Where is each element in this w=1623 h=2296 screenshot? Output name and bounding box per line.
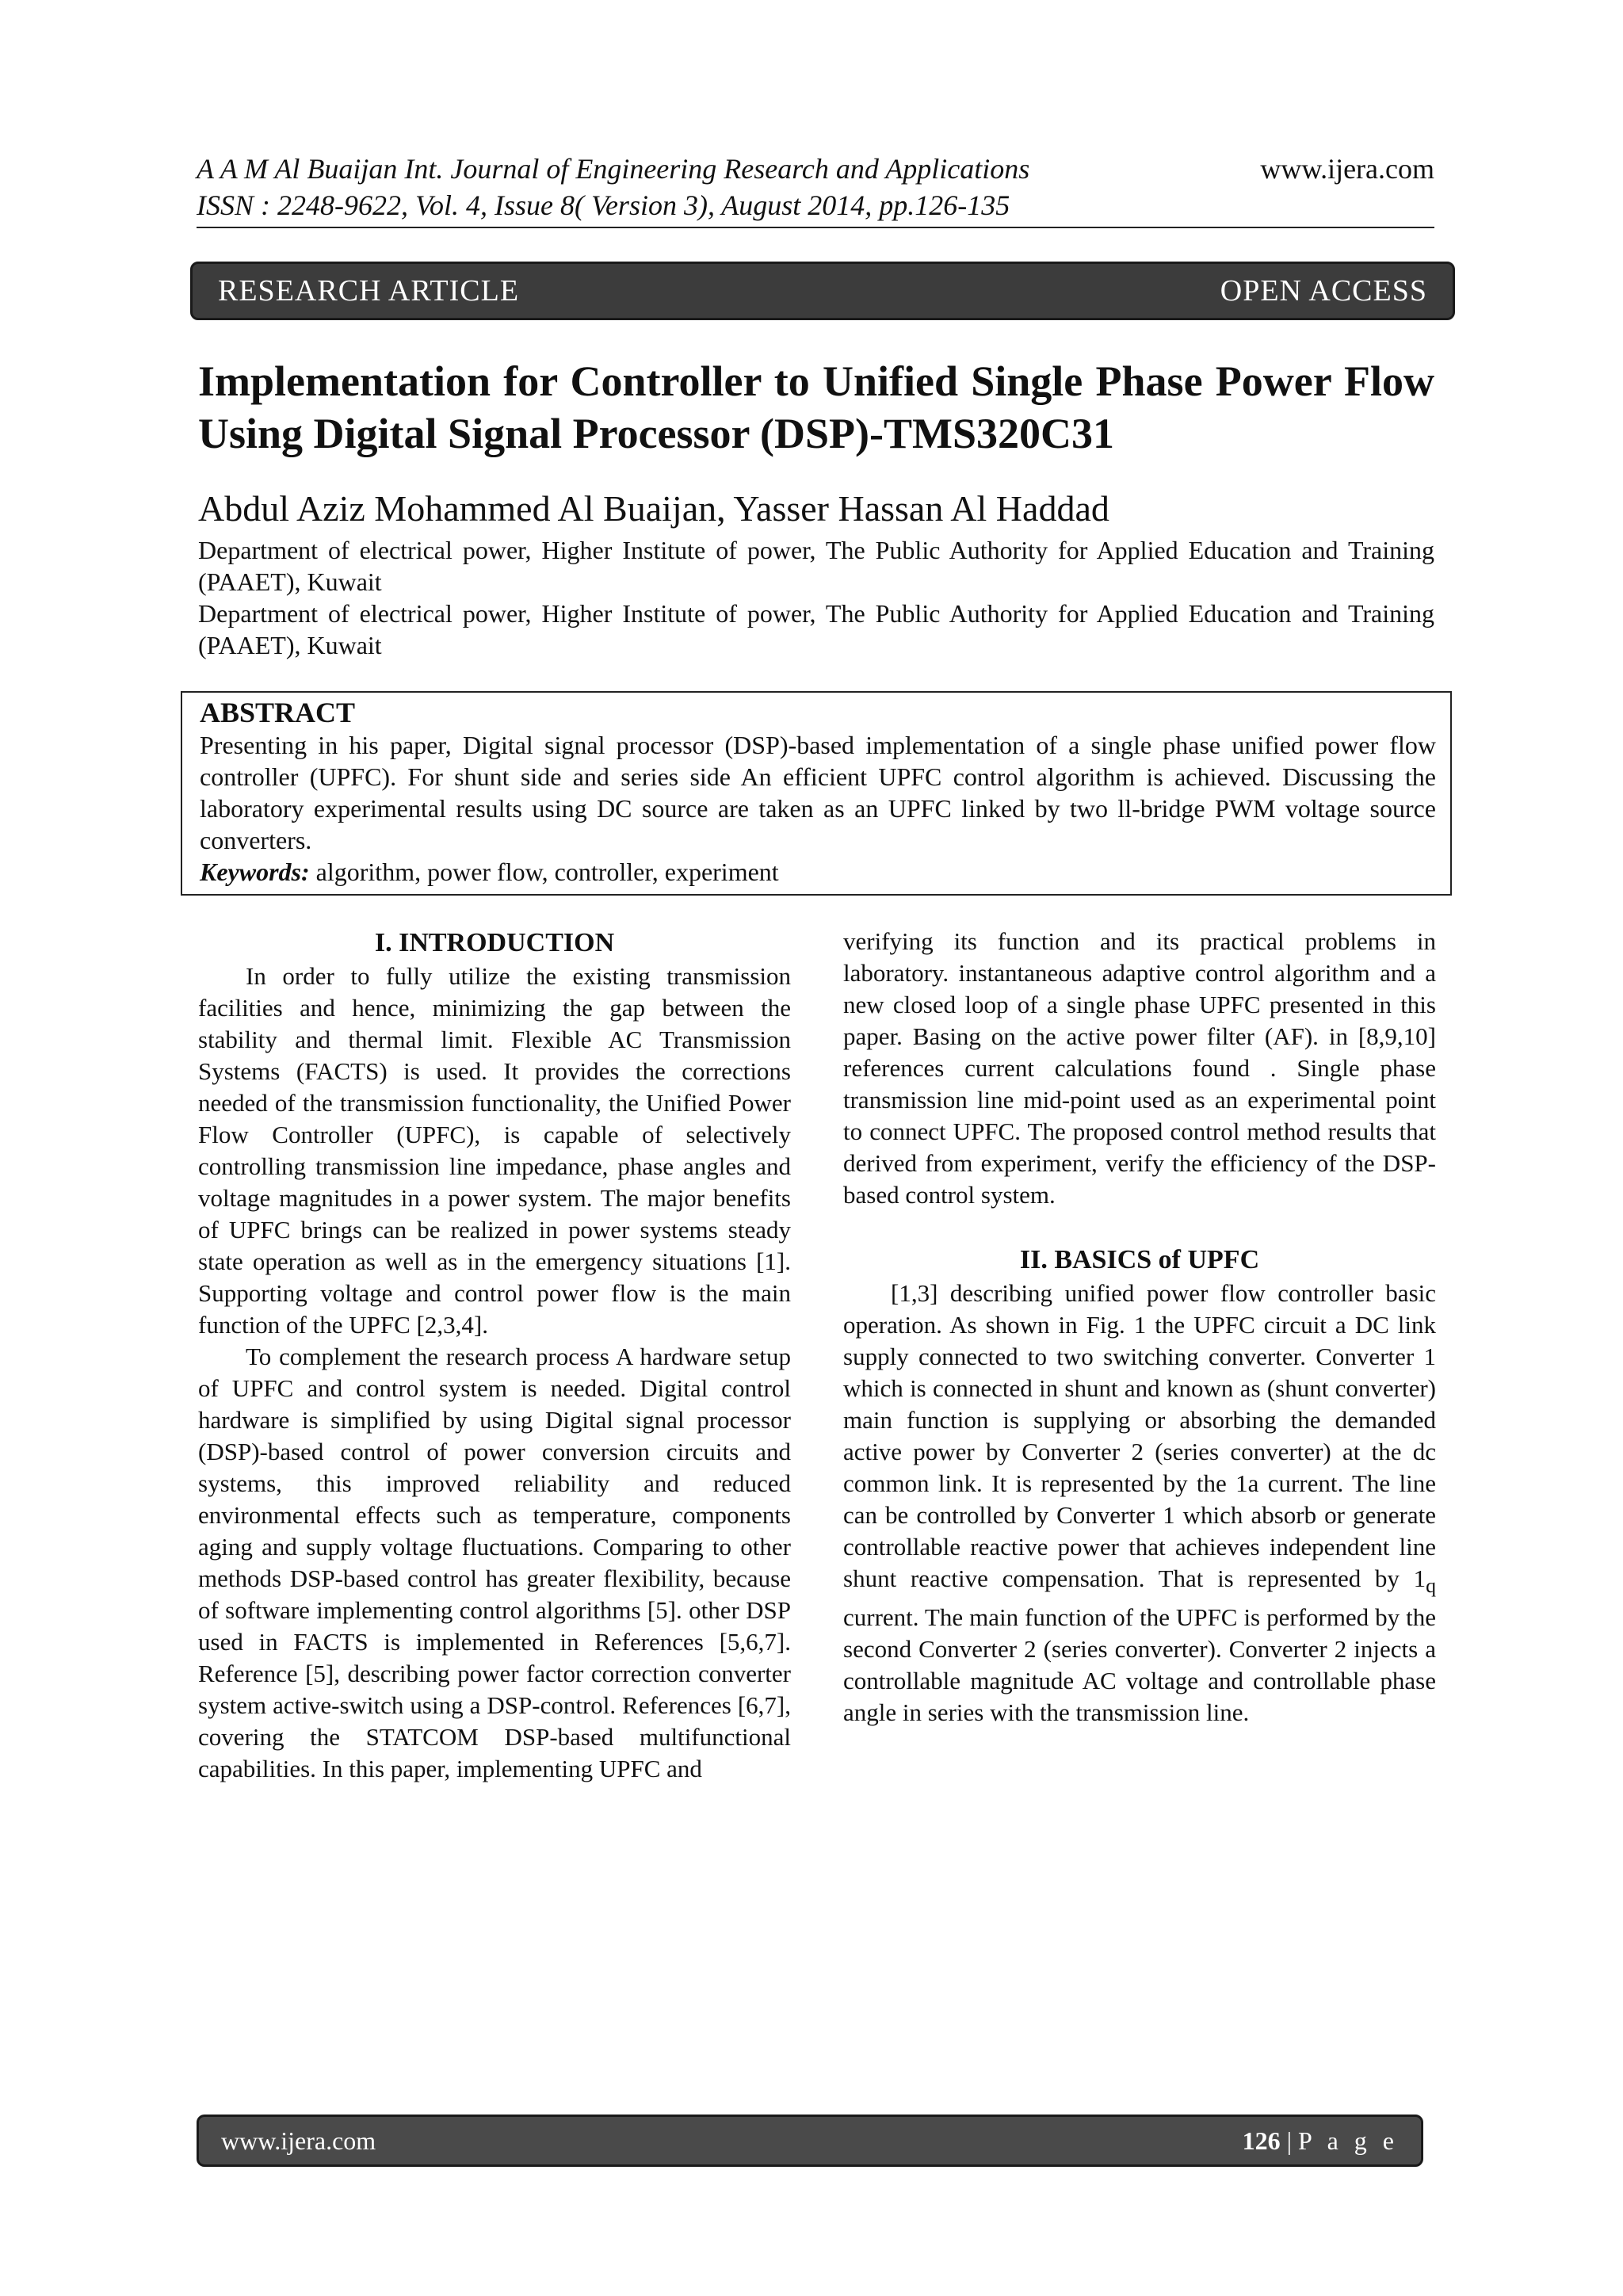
abstract-box <box>181 691 1452 896</box>
subscript-q: q <box>1426 1574 1436 1598</box>
page-number: 126 <box>1242 2126 1281 2155</box>
paper-title: Implementation for Controller to Unified Single Phase Power Flow Using Digital Signal Processor (DSP)-TMS320C31 <box>198 357 1434 457</box>
right-column <box>843 926 1436 1729</box>
abstract-heading: ABSTRACT <box>200 697 356 728</box>
keywords-text: algorithm, power flow, controller, experiment <box>309 858 779 886</box>
section-heading-basics: II. BASICS of UPFC <box>1019 1245 1260 1274</box>
abstract-text: Presenting in his paper, Digital signal processor (DSP)-based implementation of a single phase unified power flow controller (UPFC). For shunt side and series side An efficient UPFC control algorithm is achieved. Discussing the laboratory experimental results using DC source are taken as an UPFC linked by two ll-bridge PWM voltage source converters. <box>200 731 1436 854</box>
basics-paragraph-1 <box>843 1278 1436 1729</box>
author-list: Abdul Aziz Mohammed Al Buaijan, Yasser Hassan Al Haddad <box>198 488 1109 529</box>
footer-website[interactable]: www.ijera.com <box>221 2126 376 2155</box>
page-indicator <box>1243 2126 1399 2156</box>
basics-text-part-1: [1,3] describing unified power flow controller basic operation. As shown in Fig. 1 the UPFC circuit a DC link supply connected to two switching converter. Converter 1 which is connected in shunt and known as (shunt converter) main function is supplying or absorbing the demanded active power by Converter 2 (series converter) at the dc common link. It is represented by the 1a current. The line can be controlled by Converter 1 which absorb or generate controllable reactive power that achieves independent line shunt reactive compensation. That is represented by 1 <box>843 1279 1436 1592</box>
article-type-banner <box>190 262 1455 320</box>
page-word: P a g e <box>1297 2126 1399 2155</box>
intro-paragraph-1: In order to fully utilize the existing transmission facilities and hence, minimizing the gap between the stability and thermal limit. Flexible AC Transmission Systems (FACTS) is used. It provides the corrections needed of the transmission functionality, the Unified Power Flow Controller (UPFC), is capable of selectively controlling transmission line impedance, phase angles and voltage magnitudes in a power system. The major benefits of UPFC brings can be realized in power systems steady state operation as well as in the emergency situations [1]. Supporting voltage and control power flow is the main function of the UPFC [2,3,4]. <box>198 962 791 1339</box>
keywords-label: Keywords: <box>200 858 310 886</box>
journal-website[interactable]: www.ijera.com <box>1260 153 1434 185</box>
left-column <box>198 926 791 1785</box>
intro-paragraph-3: verifying its function and its practical problems in laboratory. instantaneous adaptive control algorithm and a new closed loop of a single phase UPFC presented in this paper. Basing on the active power filter (AF). in [8,9,10] references current calculations found . Single phase transmission line mid-point used as an experimental point to connect UPFC. The proposed control method results that derived from experiment, verify the efficiency of the DSP-based control system. <box>843 927 1436 1209</box>
section-heading-introduction: I. INTRODUCTION <box>374 928 615 957</box>
affiliation-2: Department of electrical power, Higher Institute of power, The Public Authority for Applied Education and Training (PAAET), Kuwait <box>198 599 1434 659</box>
journal-citation: A A M Al Buaijan Int. Journal of Engineering Research and Applications <box>197 153 1030 185</box>
affiliation-1: Department of electrical power, Higher Institute of power, The Public Authority for Applied Education and Training (PAAET), Kuwait <box>198 536 1434 596</box>
running-header <box>197 151 1434 228</box>
research-article-label: RESEARCH ARTICLE <box>218 274 520 308</box>
keywords-line <box>200 856 1436 888</box>
section-spacer <box>843 1211 1436 1243</box>
open-access-label: OPEN ACCESS <box>1220 274 1427 308</box>
page-separator: | <box>1280 2126 1298 2155</box>
page-footer <box>197 2115 1423 2167</box>
intro-paragraph-2: To complement the research process A hardware setup of UPFC and control system is needed. Digital control hardware is simplified by using Digital signal processor (DSP)-based control of power conversion circuits and systems, this improved reliability and reduced environmental effects such as temperature, components aging and supply voltage fluctuations. Comparing to other methods DSP-based control has greater flexibility, because of software implementing control algorithms [5]. other DSP used in FACTS is implemented in References [5,6,7]. Reference [5], describing power factor correction converter system active-switch using a DSP-control. References [6,7], covering the STATCOM DSP-based multifunctional capabilities. In this paper, implementing UPFC and <box>198 1343 791 1782</box>
issn-line: ISSN : 2248-9622, Vol. 4, Issue 8( Version 3), August 2014, pp.126-135 <box>197 189 1010 221</box>
basics-text-part-2: current. The main function of the UPFC is performed by the second Converter 2 (series converter). Converter 2 injects a controllable magnitude AC voltage and controllable phase angle in series with the transmission line. <box>843 1603 1436 1727</box>
